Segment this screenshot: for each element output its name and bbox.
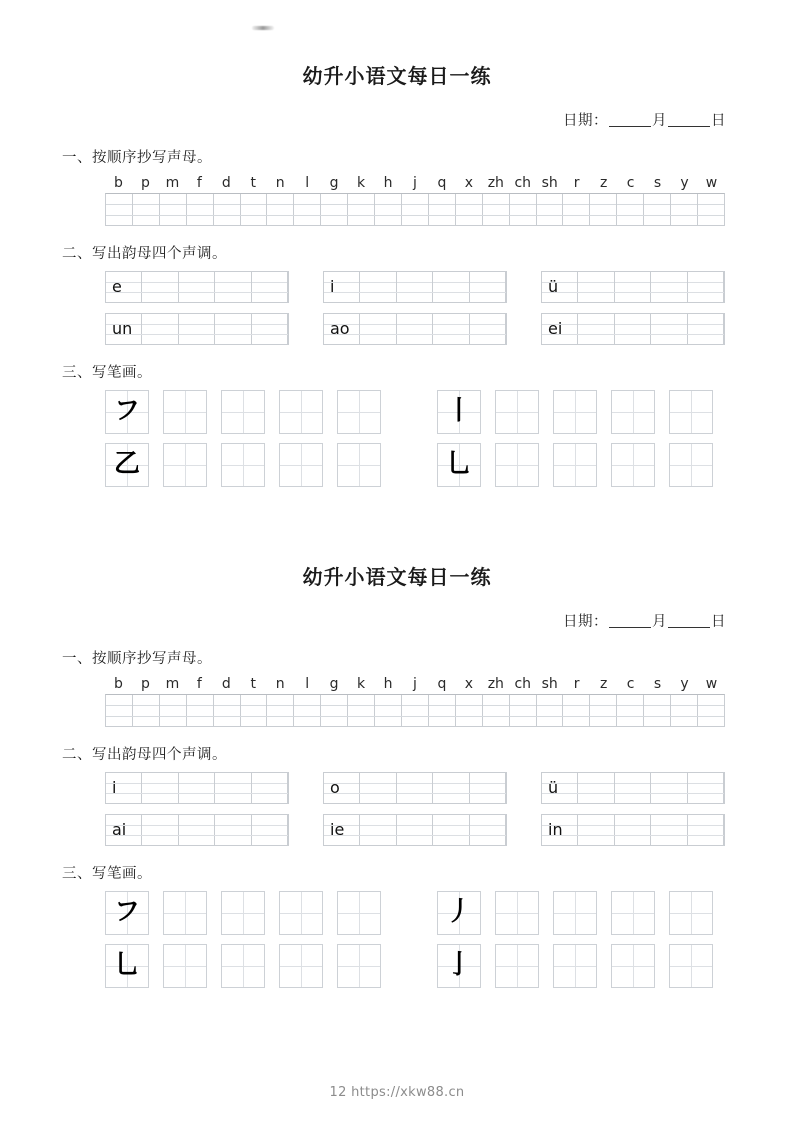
tianzige-box[interactable] bbox=[337, 891, 381, 935]
vowel-write-cell[interactable] bbox=[651, 815, 687, 845]
tianzige-box[interactable] bbox=[495, 390, 539, 434]
vowel-label: o bbox=[330, 778, 340, 797]
pinyin-write-cell[interactable] bbox=[429, 194, 456, 225]
initial-letter: p bbox=[140, 676, 150, 692]
vowel-write-cell[interactable] bbox=[179, 314, 215, 344]
vowel-write-cell[interactable] bbox=[215, 314, 251, 344]
vowel-tone-box[interactable] bbox=[105, 814, 289, 846]
initial-letter: zh bbox=[487, 676, 504, 692]
pinyin-write-cell[interactable] bbox=[429, 695, 456, 726]
vowel-write-cell[interactable] bbox=[252, 272, 288, 302]
tianzige-box[interactable] bbox=[553, 944, 597, 988]
vowel-write-cell[interactable] bbox=[397, 773, 433, 803]
vowel-write-cell[interactable] bbox=[179, 815, 215, 845]
tianzige-box[interactable] bbox=[437, 944, 481, 988]
tianzige-box[interactable] bbox=[163, 390, 207, 434]
vowel-label: e bbox=[112, 277, 122, 296]
stroke-glyph: フ bbox=[113, 897, 140, 927]
vowel-tone-box[interactable] bbox=[105, 271, 289, 303]
vowel-write-cell[interactable] bbox=[578, 773, 614, 803]
tianzige-box[interactable] bbox=[105, 443, 149, 487]
stroke-glyph: フ bbox=[113, 396, 140, 426]
tianzige-box[interactable] bbox=[611, 891, 655, 935]
pinyin-write-cell[interactable] bbox=[294, 695, 321, 726]
initial-letter: m bbox=[165, 676, 180, 692]
pinyin-write-cell[interactable] bbox=[644, 695, 671, 726]
vowel-tone-box[interactable] bbox=[541, 772, 725, 804]
vowel-tone-box[interactable] bbox=[323, 313, 507, 345]
vowel-tone-box[interactable] bbox=[541, 271, 725, 303]
initial-letter: d bbox=[221, 676, 231, 692]
initials-label-row-2 bbox=[105, 676, 725, 692]
initial-letter: m bbox=[165, 175, 180, 191]
tianzige-box[interactable] bbox=[553, 443, 597, 487]
initials-label-row bbox=[105, 175, 725, 191]
vowel-write-cell[interactable] bbox=[215, 815, 251, 845]
vowel-row bbox=[105, 814, 725, 846]
vowel-write-cell[interactable] bbox=[142, 272, 178, 302]
initial-letter: ch bbox=[514, 676, 532, 692]
pinyin-write-cell[interactable] bbox=[671, 695, 698, 726]
vowel-tone-box[interactable] bbox=[323, 271, 507, 303]
pinyin-write-cell[interactable] bbox=[241, 695, 268, 726]
pinyin-write-cell[interactable] bbox=[456, 695, 483, 726]
tianzige-box[interactable] bbox=[495, 944, 539, 988]
stroke-glyph: 乚 bbox=[113, 950, 140, 980]
vowel-tone-box[interactable] bbox=[541, 313, 725, 345]
pinyin-write-cell[interactable] bbox=[348, 695, 375, 726]
footer-watermark: 12 https://xkw88.cn bbox=[329, 1085, 465, 1100]
initial-letter: n bbox=[275, 676, 285, 692]
vowel-write-cell[interactable] bbox=[651, 272, 687, 302]
pinyin-write-cell[interactable] bbox=[617, 194, 644, 225]
pinyin-write-cell[interactable] bbox=[563, 695, 590, 726]
vowel-label: ao bbox=[330, 319, 350, 338]
stroke-exercise-2 bbox=[105, 891, 725, 988]
vowel-write-cell[interactable] bbox=[215, 773, 251, 803]
initial-letter: k bbox=[357, 175, 366, 191]
vowel-label: ü bbox=[548, 277, 559, 296]
stroke-row bbox=[105, 390, 725, 434]
date-label-2: 日期： bbox=[563, 614, 608, 630]
pinyin-write-cell[interactable] bbox=[267, 695, 294, 726]
pinyin-write-cell[interactable] bbox=[214, 194, 241, 225]
initial-letter: w bbox=[705, 676, 718, 692]
tianzige-box[interactable] bbox=[163, 891, 207, 935]
vowel-exercise-1 bbox=[105, 271, 725, 345]
initial-letter: h bbox=[383, 676, 393, 692]
pinyin-write-cell[interactable] bbox=[375, 194, 402, 225]
pinyin-write-cell[interactable] bbox=[160, 194, 187, 225]
tianzige-box[interactable] bbox=[437, 443, 481, 487]
stroke-group bbox=[105, 390, 381, 434]
tianzige-box[interactable] bbox=[163, 944, 207, 988]
vowel-write-cell[interactable] bbox=[397, 815, 433, 845]
pinyin-write-cell[interactable] bbox=[106, 194, 133, 225]
vowel-label: ai bbox=[112, 820, 127, 839]
initial-letter: sh bbox=[541, 175, 558, 191]
vowel-write-cell[interactable] bbox=[578, 272, 614, 302]
tianzige-box[interactable] bbox=[669, 390, 713, 434]
tianzige-box[interactable] bbox=[437, 891, 481, 935]
pinyin-write-cell[interactable] bbox=[483, 194, 510, 225]
pinyin-write-cell[interactable] bbox=[671, 194, 698, 225]
initial-letter: l bbox=[305, 175, 310, 191]
date-day-blank-2[interactable] bbox=[668, 627, 710, 628]
initial-letter: s bbox=[653, 676, 662, 692]
tianzige-box[interactable] bbox=[221, 443, 265, 487]
vowel-write-cell[interactable] bbox=[397, 314, 433, 344]
pinyin-write-cell[interactable] bbox=[187, 695, 214, 726]
stroke-glyph: 乚 bbox=[445, 449, 472, 479]
tianzige-box[interactable] bbox=[279, 891, 323, 935]
vowel-write-cell[interactable] bbox=[360, 815, 396, 845]
vowel-write-cell[interactable] bbox=[142, 773, 178, 803]
vowel-write-cell[interactable] bbox=[433, 773, 469, 803]
initial-letter: b bbox=[114, 175, 123, 191]
vowel-write-cell[interactable] bbox=[688, 272, 724, 302]
initial-letter: z bbox=[599, 676, 608, 692]
date-day-unit: 日 bbox=[711, 113, 726, 129]
initial-letter: s bbox=[653, 175, 662, 191]
date-line-2 bbox=[0, 610, 794, 631]
tianzige-box[interactable] bbox=[105, 944, 149, 988]
vowel-write-cell[interactable] bbox=[615, 815, 651, 845]
tianzige-box[interactable] bbox=[553, 891, 597, 935]
section-three-title: 三、写笔画。 bbox=[62, 365, 152, 381]
initial-letter: b bbox=[114, 676, 123, 692]
vowel-label: i bbox=[112, 778, 117, 797]
initial-letter: j bbox=[413, 175, 417, 191]
section-one-title: 一、按顺序抄写声母。 bbox=[62, 150, 212, 166]
vowel-write-cell[interactable] bbox=[651, 314, 687, 344]
pinyin-write-cell[interactable] bbox=[590, 695, 617, 726]
page-title: 幼升小语文每日一练 bbox=[302, 66, 492, 88]
vowel-tone-box[interactable] bbox=[323, 814, 507, 846]
date-label: 日期： bbox=[563, 113, 608, 129]
vowel-write-cell[interactable] bbox=[433, 272, 469, 302]
tianzige-box[interactable] bbox=[495, 891, 539, 935]
vowel-label: i bbox=[330, 277, 335, 296]
stroke-glyph: 丿 bbox=[445, 897, 472, 927]
tianzige-box[interactable] bbox=[221, 944, 265, 988]
pinyin-write-cell[interactable] bbox=[106, 695, 133, 726]
pinyin-write-cell[interactable] bbox=[456, 194, 483, 225]
tianzige-box[interactable] bbox=[105, 390, 149, 434]
pinyin-write-cell[interactable] bbox=[698, 695, 724, 726]
initials-exercise-2 bbox=[105, 676, 725, 727]
tianzige-box[interactable] bbox=[337, 443, 381, 487]
initial-letter: f bbox=[196, 676, 202, 692]
vowel-row bbox=[105, 271, 725, 303]
vowel-write-cell[interactable] bbox=[688, 815, 724, 845]
tianzige-box[interactable] bbox=[669, 944, 713, 988]
initial-letter: t bbox=[250, 175, 256, 191]
stroke-group bbox=[105, 944, 381, 988]
vowel-write-cell[interactable] bbox=[142, 815, 178, 845]
initials-exercise bbox=[105, 175, 725, 226]
tianzige-box[interactable] bbox=[495, 443, 539, 487]
initial-letter: g bbox=[329, 676, 339, 692]
pinyin-write-cell[interactable] bbox=[187, 194, 214, 225]
vowel-exercise-2 bbox=[105, 772, 725, 846]
tianzige-box[interactable] bbox=[279, 390, 323, 434]
tianzige-box[interactable] bbox=[553, 390, 597, 434]
stroke-group bbox=[437, 944, 713, 988]
stroke-group bbox=[437, 443, 713, 487]
tianzige-box[interactable] bbox=[669, 891, 713, 935]
tianzige-box[interactable] bbox=[611, 390, 655, 434]
tianzige-box[interactable] bbox=[279, 944, 323, 988]
pinyin-write-cell[interactable] bbox=[133, 194, 160, 225]
vowel-row bbox=[105, 313, 725, 345]
tianzige-box[interactable] bbox=[221, 390, 265, 434]
vowel-write-cell[interactable] bbox=[578, 314, 614, 344]
pinyin-write-cell[interactable] bbox=[644, 194, 671, 225]
section-two-title: 二、写出韵母四个声调。 bbox=[62, 246, 227, 262]
initial-letter: w bbox=[705, 175, 718, 191]
pinyin-write-cell[interactable] bbox=[133, 695, 160, 726]
page-title-2: 幼升小语文每日一练 bbox=[302, 567, 492, 589]
initial-letter: j bbox=[413, 676, 417, 692]
stroke-row bbox=[105, 944, 725, 988]
vowel-label: ie bbox=[330, 820, 345, 839]
date-line bbox=[0, 109, 794, 130]
initial-letter: f bbox=[196, 175, 202, 191]
stroke-exercise-1 bbox=[105, 390, 725, 487]
tianzige-box[interactable] bbox=[105, 891, 149, 935]
pinyin-write-cell[interactable] bbox=[510, 194, 537, 225]
vowel-write-cell[interactable] bbox=[433, 314, 469, 344]
pinyin-write-cell[interactable] bbox=[267, 194, 294, 225]
pinyin-write-cell[interactable] bbox=[510, 695, 537, 726]
stroke-glyph: 亅 bbox=[445, 950, 472, 980]
pinyin-write-cell[interactable] bbox=[402, 695, 429, 726]
vowel-write-cell[interactable] bbox=[470, 314, 506, 344]
vowel-write-cell[interactable] bbox=[688, 314, 724, 344]
vowel-write-cell[interactable] bbox=[470, 815, 506, 845]
worksheet-copy-1 bbox=[0, 0, 794, 487]
pinyin-write-cell[interactable] bbox=[483, 695, 510, 726]
vowel-write-cell[interactable] bbox=[142, 314, 178, 344]
date-month-unit: 月 bbox=[652, 113, 667, 129]
initial-letter: k bbox=[357, 676, 366, 692]
vowel-write-cell[interactable] bbox=[397, 272, 433, 302]
vowel-write-cell[interactable] bbox=[470, 773, 506, 803]
pinyin-write-cell[interactable] bbox=[537, 695, 564, 726]
vowel-label: in bbox=[548, 820, 563, 839]
vowel-tone-box[interactable] bbox=[323, 772, 507, 804]
pinyin-write-cell[interactable] bbox=[375, 695, 402, 726]
vowel-write-cell[interactable] bbox=[360, 272, 396, 302]
pinyin-write-cell[interactable] bbox=[590, 194, 617, 225]
pinyin-write-cell[interactable] bbox=[402, 194, 429, 225]
initial-letter: c bbox=[626, 175, 635, 191]
tianzige-box[interactable] bbox=[221, 891, 265, 935]
pinyin-write-cell[interactable] bbox=[537, 194, 564, 225]
vowel-tone-box[interactable] bbox=[105, 313, 289, 345]
tianzige-box[interactable] bbox=[437, 390, 481, 434]
vowel-row bbox=[105, 772, 725, 804]
initial-letter: g bbox=[329, 175, 339, 191]
initial-letter: t bbox=[250, 676, 256, 692]
pinyin-write-cell[interactable] bbox=[214, 695, 241, 726]
pinyin-write-cell[interactable] bbox=[294, 194, 321, 225]
tianzige-box[interactable] bbox=[337, 944, 381, 988]
date-month-unit-2: 月 bbox=[652, 614, 667, 630]
initial-letter: zh bbox=[487, 175, 504, 191]
initial-letter: r bbox=[573, 175, 580, 191]
vowel-write-cell[interactable] bbox=[688, 773, 724, 803]
section-two-title-2: 二、写出韵母四个声调。 bbox=[62, 747, 227, 763]
pinyin-write-cell[interactable] bbox=[617, 695, 644, 726]
vowel-write-cell[interactable] bbox=[215, 272, 251, 302]
vowel-write-cell[interactable] bbox=[252, 314, 288, 344]
initial-letter: z bbox=[599, 175, 608, 191]
section-three-title-2: 三、写笔画。 bbox=[62, 866, 152, 882]
initial-letter: c bbox=[626, 676, 635, 692]
tianzige-box[interactable] bbox=[669, 443, 713, 487]
vowel-write-cell[interactable] bbox=[360, 773, 396, 803]
vowel-label: un bbox=[112, 319, 133, 338]
pinyin-write-cell[interactable] bbox=[160, 695, 187, 726]
initial-letter: q bbox=[437, 175, 447, 191]
vowel-write-cell[interactable] bbox=[615, 773, 651, 803]
pinyin-write-cell[interactable] bbox=[348, 194, 375, 225]
vowel-tone-box[interactable] bbox=[541, 814, 725, 846]
initial-letter: ch bbox=[514, 175, 532, 191]
vowel-write-cell[interactable] bbox=[179, 773, 215, 803]
vowel-tone-box[interactable] bbox=[105, 772, 289, 804]
vowel-write-cell[interactable] bbox=[470, 272, 506, 302]
initial-letter: y bbox=[680, 676, 689, 692]
stroke-group bbox=[437, 891, 713, 935]
initial-letter: sh bbox=[541, 676, 558, 692]
tianzige-box[interactable] bbox=[163, 443, 207, 487]
vowel-write-cell[interactable] bbox=[252, 773, 288, 803]
initial-letter: h bbox=[383, 175, 393, 191]
stroke-group bbox=[437, 390, 713, 434]
pinyin-write-cell[interactable] bbox=[241, 194, 268, 225]
date-month-blank-2[interactable] bbox=[609, 627, 651, 628]
vowel-write-cell[interactable] bbox=[433, 815, 469, 845]
pinyin-write-cell[interactable] bbox=[321, 695, 348, 726]
initial-letter: l bbox=[305, 676, 310, 692]
initial-letter: y bbox=[680, 175, 689, 191]
vowel-label: ü bbox=[548, 778, 559, 797]
tianzige-box[interactable] bbox=[611, 944, 655, 988]
pinyin-write-cell[interactable] bbox=[563, 194, 590, 225]
vowel-write-cell[interactable] bbox=[651, 773, 687, 803]
date-month-blank[interactable] bbox=[609, 126, 651, 127]
vowel-write-cell[interactable] bbox=[578, 815, 614, 845]
initial-letter: n bbox=[275, 175, 285, 191]
date-day-unit-2: 日 bbox=[711, 614, 726, 630]
worksheet-copy-2 bbox=[0, 496, 794, 988]
initial-letter: q bbox=[437, 676, 447, 692]
stroke-group bbox=[105, 891, 381, 935]
pinyin-write-cell[interactable] bbox=[321, 194, 348, 225]
initial-letter: p bbox=[140, 175, 150, 191]
vowel-write-cell[interactable] bbox=[360, 314, 396, 344]
stroke-row bbox=[105, 443, 725, 487]
tianzige-box[interactable] bbox=[337, 390, 381, 434]
stroke-group bbox=[105, 443, 381, 487]
initial-letter: r bbox=[573, 676, 580, 692]
stroke-row bbox=[105, 891, 725, 935]
stroke-glyph: 乙 bbox=[113, 449, 140, 479]
initials-writing-grid[interactable] bbox=[105, 193, 725, 226]
pinyin-write-cell[interactable] bbox=[698, 194, 724, 225]
tianzige-box[interactable] bbox=[611, 443, 655, 487]
tianzige-box[interactable] bbox=[279, 443, 323, 487]
initial-letter: x bbox=[464, 175, 474, 191]
vowel-write-cell[interactable] bbox=[252, 815, 288, 845]
initials-writing-grid-2[interactable] bbox=[105, 694, 725, 727]
section-one-title-2: 一、按顺序抄写声母。 bbox=[62, 651, 212, 667]
vowel-write-cell[interactable] bbox=[615, 314, 651, 344]
vowel-label: ei bbox=[548, 319, 563, 338]
date-day-blank[interactable] bbox=[668, 126, 710, 127]
initial-letter: d bbox=[221, 175, 231, 191]
vowel-write-cell[interactable] bbox=[615, 272, 651, 302]
vowel-write-cell[interactable] bbox=[179, 272, 215, 302]
stroke-glyph: 丨 bbox=[445, 396, 472, 426]
initial-letter: x bbox=[464, 676, 474, 692]
